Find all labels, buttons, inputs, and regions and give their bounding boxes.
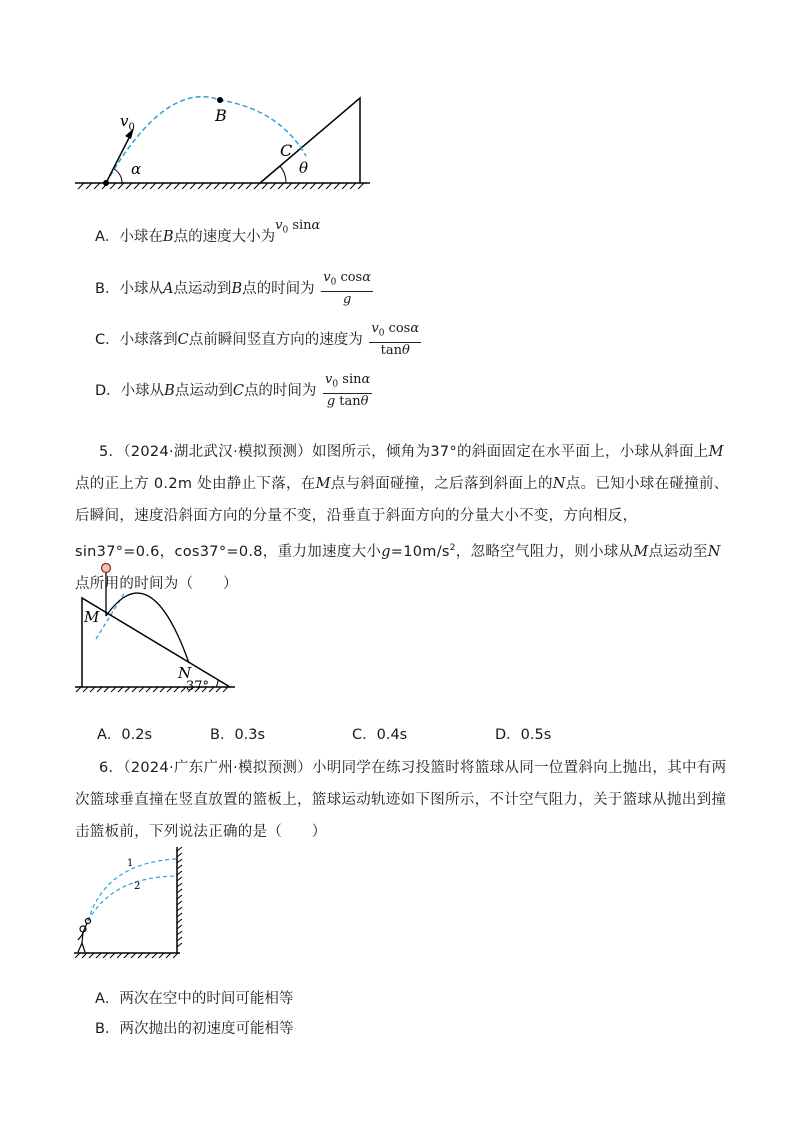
ground-hatch xyxy=(78,183,364,189)
point-B xyxy=(217,97,223,103)
projectile-incline-figure xyxy=(70,90,380,200)
trajectory-2-label: 2 xyxy=(134,881,141,892)
alpha-arc xyxy=(114,169,122,183)
ball xyxy=(102,564,111,573)
q5-option-a: A．0.2s xyxy=(97,727,153,743)
launch-point xyxy=(103,180,109,186)
q4-option-b: B．小球从A点运动到B点的时间为 $\frac{v_0 \cos\alpha}{g}$ xyxy=(95,270,371,307)
q4-b-fraction: $\frac{v_0 \cos\alpha}{g}$ xyxy=(323,270,371,307)
N-label: N xyxy=(178,664,192,682)
v0-label: $v_0$ xyxy=(120,112,135,133)
alpha-label: α xyxy=(131,160,142,178)
q5-stem: 5．（2024·湖北武汉·模拟预测）如图所示，倾角为37°的斜面固定在水平面上，小球从斜面上M点的正上方 0.2m 处由静止下落，在M点与斜面碰撞，之后落到斜面上的N点。已知小球在碰撞前、后瞬间，速度沿斜面方向的分量不变，沿垂直于斜面方向的分量大小不变，方向相反，sin37°=0.6，cos37°=0.8，重力加速度大小$g=10m/s^2$，忽略空气阻力，则小球从M点运动至N点所用的时间为（ ） xyxy=(75,444,729,592)
basketball-figure xyxy=(70,845,190,970)
theta-arc xyxy=(280,166,286,183)
incline-bounce-figure xyxy=(70,558,240,698)
trajectory-2 xyxy=(88,876,176,921)
B-label: B xyxy=(215,106,227,125)
incline-wedge xyxy=(260,98,360,183)
angle-label-37: 37° xyxy=(186,679,210,694)
q6-stem: 6．（2024·广东广州·模拟预测）小明同学在练习投篮时将篮球从同一位置斜向上抛出，其中有两次篮球垂直撞在竖直放置的篮板上，篮球运动轨迹如下图所示，不计空气阻力，关于篮球从抛出到撞击篮板前，下列说法正确的是（ ） xyxy=(75,760,727,840)
trajectory-1-label: 1 xyxy=(127,858,134,869)
q5-option-c: C．0.4s xyxy=(352,727,408,743)
q4-d-fraction: $\frac{v_0 \sin\alpha}{\text{g tanθ}}$ xyxy=(325,372,371,409)
angle-arc-37 xyxy=(216,680,218,687)
theta-label: θ xyxy=(299,159,309,177)
q6-option-a: A．两次在空中的时间可能相等 xyxy=(95,991,294,1007)
M-label: M xyxy=(84,608,100,626)
q6-option-b: B．两次抛出的初速度可能相等 xyxy=(95,1021,294,1037)
q4-c-fraction: $\frac{v_0 \cos\alpha}{\tan\theta}$ xyxy=(371,321,420,358)
C-label: C xyxy=(280,141,293,160)
wedge-outline xyxy=(82,598,230,687)
q4-option-d: D．小球从B点运动到C点的时间为 $\frac{v_0 \sin\alpha}{\text{g tanθ}}$ xyxy=(95,372,371,409)
q4-option-a: A．小球在B点的速度大小为$v_0$ sinα xyxy=(95,218,321,245)
q5-option-b: B．0.3s xyxy=(210,727,266,743)
player-figure xyxy=(78,919,91,953)
q4-option-c: C．小球落到C点前瞬间竖直方向的速度为 $\frac{v_0 \cos\alpha}{\tan\theta}$ xyxy=(95,321,420,358)
v0-arrow xyxy=(106,132,132,183)
bounce-trajectory xyxy=(106,593,189,663)
q5-option-d: D．0.5s xyxy=(495,727,552,743)
